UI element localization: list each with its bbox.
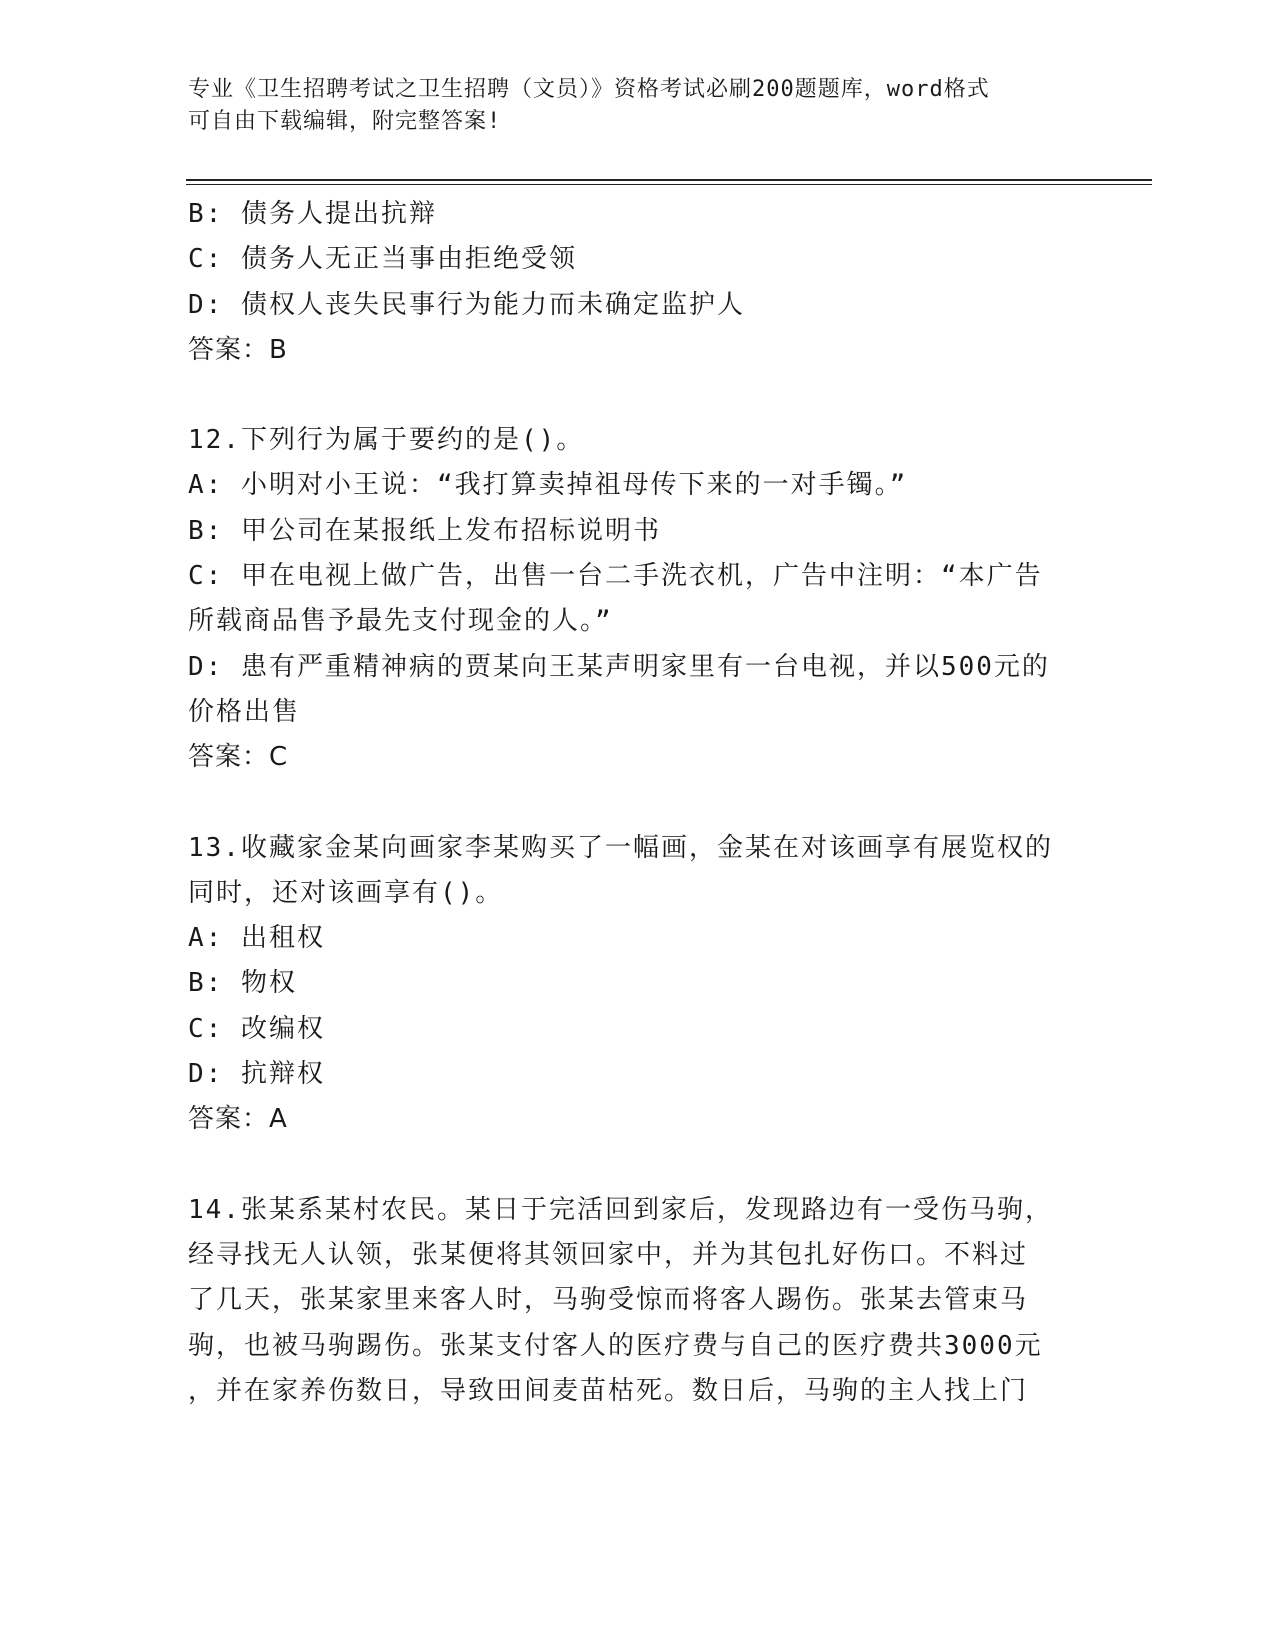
q11-option-c: C: 债务人无正当事由拒绝受领	[188, 244, 577, 275]
q11-option-b: B: 债务人提出抗辩	[188, 199, 437, 229]
q12-stem: 12.下列行为属于要约的是()。	[188, 425, 585, 456]
q13-option-a: A: 出租权	[188, 923, 325, 954]
q13-option-d: D: 抗辩权	[188, 1059, 325, 1090]
question-content	[188, 192, 1088, 1414]
q12-option-a: A: 小明对小王说：“我打算卖掉祖母传下来的一对手镯。”	[188, 470, 908, 501]
q14-stem-line1: 14.张某系某村农民。某日于完活回到家后，发现路边有一受伤马驹，	[188, 1194, 1053, 1225]
q14-stem-line5: ，并在家养伤数日，导致田间麦苗枯死。数日后，马驹的主人找上门	[188, 1375, 1029, 1406]
header-line-2: 可自由下载编辑，附完整答案!	[188, 109, 502, 134]
q12-option-d-line1: D: 患有严重精神病的贾某向王某声明家里有一台电视，并以500元的	[188, 651, 1050, 682]
spacer	[188, 1143, 1088, 1188]
q13-stem-line2: 同时，还对该画享有()。	[188, 877, 504, 908]
q12-option-c-line2: 所载商品售予最先支付现金的人。”	[188, 606, 613, 637]
q12-option-c-line1: C: 甲在电视上做广告，出售一台二手洗衣机，广告中注明：“本广告	[188, 561, 1043, 592]
spacer	[188, 781, 1088, 826]
header-line-1: 专业《卫生招聘考试之卫生招聘（文员）》资格考试必刷200题题库，word格式	[188, 77, 990, 102]
header-divider-thick	[186, 179, 1152, 181]
q14-stem-line4: 驹，也被马驹踢伤。张某支付客人的医疗费与自己的医疗费共3000元	[188, 1330, 1043, 1361]
q13-stem-line1: 13.收藏家金某向画家李某购买了一幅画，金某在对该画享有展览权的	[188, 832, 1053, 863]
q13-option-c: C: 改编权	[188, 1013, 325, 1044]
q11-option-d: D: 债权人丧失民事行为能力而未确定监护人	[188, 289, 745, 320]
document-header	[188, 74, 1088, 138]
q14-stem-line2: 经寻找无人认领，张某便将其领回家中，并为其包扎好伤口。不料过	[188, 1239, 1029, 1270]
q13-answer: 答案：A	[188, 1104, 288, 1135]
q13-option-b: B: 物权	[188, 968, 297, 999]
q12-option-d-line2: 价格出售	[188, 696, 301, 727]
q12-answer: 答案：C	[188, 742, 289, 773]
spacer	[188, 373, 1088, 418]
q14-stem-line3: 了几天，张某家里来客人时，马驹受惊而将客人踢伤。张某去管束马	[188, 1285, 1029, 1316]
q11-answer: 答案：B	[188, 334, 288, 365]
q12-option-b: B: 甲公司在某报纸上发布招标说明书	[188, 515, 661, 546]
header-divider-thin	[186, 184, 1152, 185]
